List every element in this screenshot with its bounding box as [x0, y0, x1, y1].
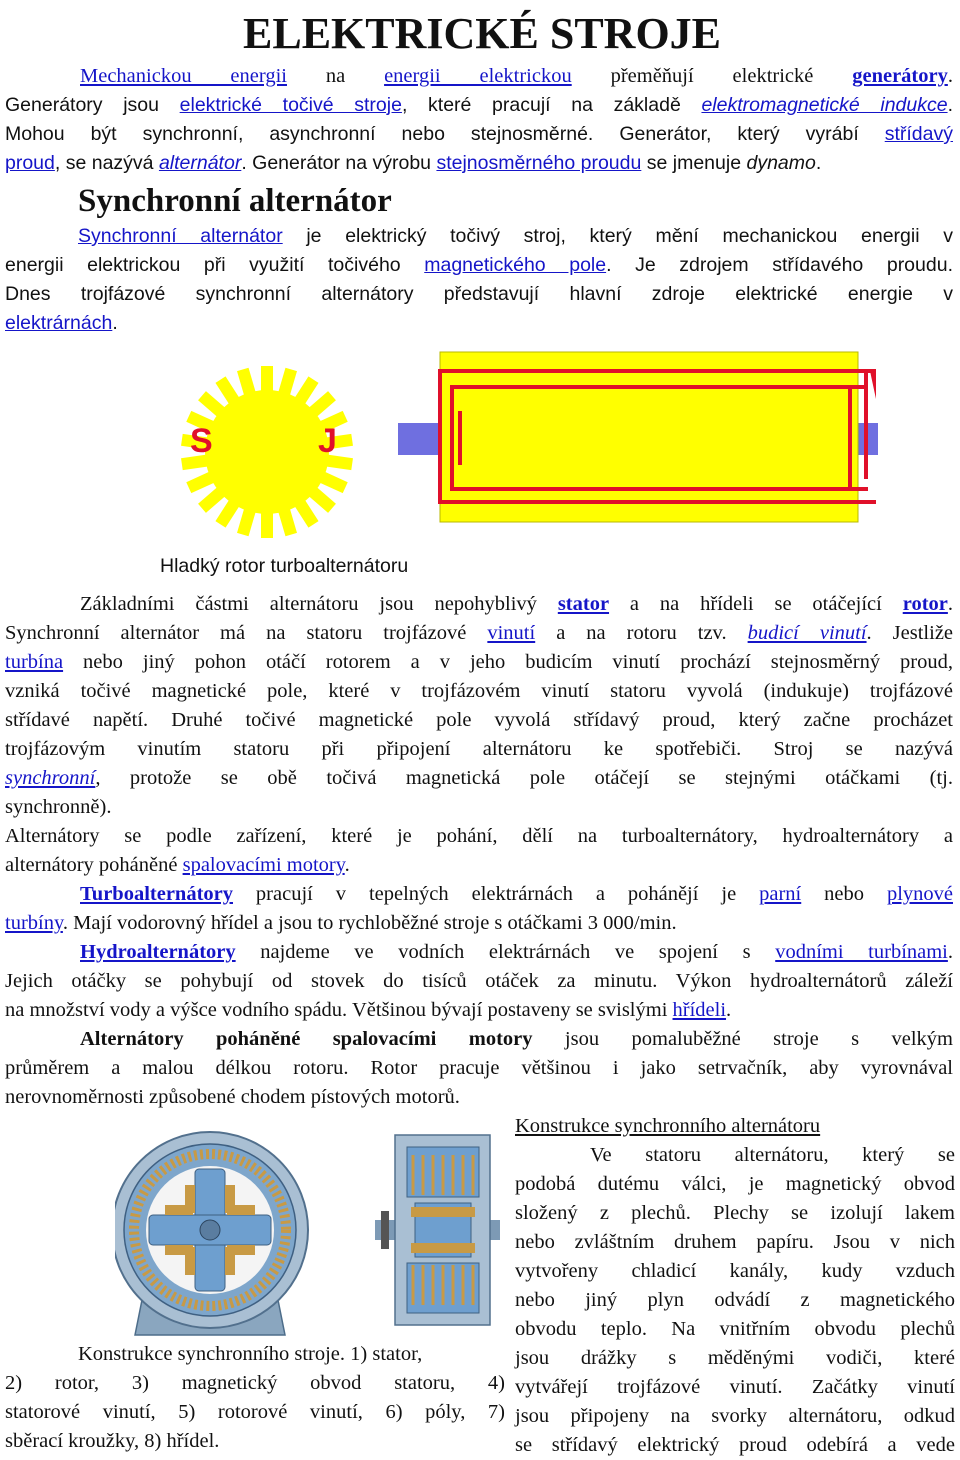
intro-line-4 — [5, 149, 953, 178]
text: . — [947, 593, 953, 615]
text: na — [286, 65, 385, 87]
link-mechanickou-energii[interactable]: Mechanickou energii — [80, 65, 287, 87]
fig2-cap-line-1: Konstrukce synchronního stroje. 1) stator, — [78, 1343, 423, 1365]
text: , které pracují na základě — [401, 94, 702, 116]
intro-line-3 — [5, 120, 953, 149]
p2-line-4: vzniká točivé magnetické pole, které v trojfázovém vinutí statoru vyvolá (indukuje) trojfázové — [5, 680, 953, 702]
link-elektromagneticke-indukce[interactable]: elektromagnetické indukce — [701, 94, 948, 116]
link-generatory[interactable]: generátory — [852, 65, 948, 87]
section2-line: nebo zvláštním druhem papíru. Jsou v nich — [515, 1231, 955, 1253]
text: . — [344, 854, 350, 876]
page-title: ELEKTRICKÉ STROJE — [243, 9, 722, 58]
section2-line: se střídavý elektrický proud odebírá a vede — [515, 1434, 955, 1456]
text: se jmenuje — [641, 152, 747, 174]
text: , se nazývá — [54, 152, 159, 174]
text: alternátory poháněné — [5, 854, 183, 876]
p2-line-3 — [5, 648, 953, 677]
text: a na rotoru tzv. — [535, 622, 748, 644]
p2-line-5: střídavé napětí. Druhé točivé magnetické pole vyvolá střídavý proud, který začne procházet — [5, 709, 953, 731]
link-turbina[interactable]: turbína — [5, 651, 64, 673]
text: Základními částmi alternátoru jsou nepohyblivý — [80, 593, 558, 615]
link-turboalternatory[interactable]: Turboalternátory — [80, 883, 233, 905]
smooth-rotor-figure — [398, 349, 878, 527]
link-elektrarnach[interactable]: elektrárnách — [5, 312, 113, 334]
text: . — [947, 65, 953, 87]
longitudinal-section — [375, 1135, 500, 1325]
text: energii elektrickou při využití točivého — [5, 254, 425, 276]
section2-heading-text: Konstrukce synchronního alternátoru — [515, 1115, 821, 1137]
text: , protože se obě točivá magnetická pole otáčejí se stejnými otáčkami (tj. — [95, 767, 953, 789]
synchronous-machine-figure — [115, 1125, 510, 1347]
p5-line-3 — [5, 996, 953, 1025]
slip-ring — [381, 1211, 389, 1249]
text: . — [947, 94, 953, 116]
section2-line: Ve statoru alternátoru, který se — [590, 1144, 955, 1166]
text: . — [947, 941, 954, 963]
section2-heading — [515, 1112, 820, 1141]
p4-line-2 — [5, 909, 953, 938]
p3-line-2 — [5, 851, 953, 880]
p2-line-8: synchronně). — [5, 796, 112, 818]
text: najdeme ve vodních elektrárnách ve spojení s — [235, 941, 776, 963]
text: . Mají vodorovný hřídel a jsou to rychloběžné stroje s otáčkami 3 000/min. — [62, 912, 677, 934]
link-rotor[interactable]: rotor — [902, 593, 948, 615]
text: . Jestliže — [866, 622, 954, 644]
figure1-caption: Hladký rotor turboalternátoru — [160, 555, 409, 577]
p2-line-7 — [5, 764, 953, 793]
p3-line-1: Alternátory se podle zařízení, které je pohání, dělí na turboalternátory, hydroalternátory a — [5, 825, 953, 847]
text: Generátory jsou — [5, 94, 180, 116]
section-heading-synchronni-alternator: Synchronní alternátor — [78, 183, 392, 219]
link-turbiny[interactable]: turbíny — [5, 912, 63, 934]
text: . — [112, 312, 118, 334]
text: pracují v tepelných elektrárnách a pohánějí je — [233, 883, 760, 905]
text: a na hřídeli se otáčející — [609, 593, 903, 615]
text: . — [726, 999, 732, 1021]
s1-line-3: Dnes trojfázové synchronní alternátory představují hlavní zdroje elektrické energie v — [5, 283, 953, 305]
section2-line: jsou připojeny na svorky alternátoru, odkud — [515, 1405, 955, 1427]
link-alternator[interactable]: alternátor — [158, 152, 242, 174]
text: jsou pomaluběžné stroje s velkým — [532, 1028, 953, 1050]
link-spalovacimi-motory[interactable]: spalovacími motory — [182, 854, 345, 876]
winding-arrow — [870, 371, 876, 399]
text: je elektrický točivý stroj, který mění mechanickou energii v — [282, 225, 953, 247]
link-stator[interactable]: stator — [557, 593, 610, 615]
fig2-cap-line-4: sběrací kroužky, 8) hřídel. — [5, 1430, 220, 1452]
link-magnetickeho-pole[interactable]: magnetického pole — [424, 254, 607, 276]
p6-line-3: nerovnoměrnosti způsobené chodem pístových motorů. — [5, 1086, 460, 1108]
link-stridavy[interactable]: střídavý — [884, 123, 953, 145]
link-hydroalternatory[interactable]: Hydroalternátory — [80, 941, 236, 963]
bold-term: Alternátory poháněné spalovacími motory — [80, 1028, 533, 1050]
p6-line-1 — [5, 1025, 953, 1054]
text: . — [815, 152, 822, 174]
section2-line: podobá dutému válci, je magnetický obvod — [515, 1173, 955, 1195]
link-plynove[interactable]: plynové — [886, 883, 953, 905]
s1-line-2 — [5, 251, 953, 280]
fig2-cap-line-3: statorové vinutí, 5) rotorové vinutí, 6) póly, 7) — [5, 1401, 505, 1423]
section2-line: nebo jiný plyn odvádí z magnetického — [515, 1289, 955, 1311]
link-elektricke-tocive-stroje[interactable]: elektrické točivé stroje — [179, 94, 402, 116]
s1-line-4 — [5, 309, 953, 338]
cross-section — [115, 1132, 308, 1335]
intro-line-1 — [5, 62, 953, 91]
link-proud[interactable]: proud — [5, 152, 55, 174]
p5-line-2: Jejich otáčky se pohybují od stovek do tisíců otáček za minutu. Výkon hydroalternátorů záleží — [5, 970, 953, 992]
dynamo-term: dynamo — [746, 152, 816, 174]
s1-line-1 — [5, 222, 953, 251]
intro-line-2 — [5, 91, 953, 120]
link-energii-elektrickou[interactable]: energii elektrickou — [384, 65, 572, 87]
p6-line-2: průměrem a malou délkou rotoru. Rotor pracuje většinou i jako setrvačník, aby vyrovnával — [5, 1057, 953, 1079]
link-parni[interactable]: parní — [759, 883, 802, 905]
link-hrideli[interactable]: hřídeli — [672, 999, 727, 1021]
link-vodnimi-turbinami[interactable]: vodními turbínami — [775, 941, 948, 963]
fig2-cap-line-2: 2) rotor, 3) magnetický obvod statoru, 4) — [5, 1372, 505, 1394]
p5-line-1 — [5, 938, 953, 967]
gear-body — [205, 390, 329, 514]
text: Mohou být synchronní, asynchronní nebo stejnosměrné. Generátor, který vyrábí — [5, 123, 885, 145]
shaft-center — [200, 1220, 220, 1240]
text: přeměňují elektrické — [571, 65, 853, 87]
pole-s-label: S — [190, 422, 213, 460]
text: na množství vody a výšce vodního spádu. Většinou bývají postaveny se svislými — [5, 999, 673, 1021]
rotor-gear-figure — [160, 360, 375, 545]
section2-line: obvodu teplo. Na vnitřním obvodu plechů — [515, 1318, 955, 1340]
text: nebo — [801, 883, 887, 905]
text: nebo jiný pohon otáčí rotorem a v jeho budicím vinutí prochází stejnosměrný proud, — [63, 651, 953, 673]
text: Synchronní alternátor má na statoru trojfázové — [5, 622, 488, 644]
text: . Je zdrojem střídavého proudu. — [606, 254, 953, 276]
link-synchronni[interactable]: synchronní — [5, 767, 96, 789]
p4-line-1 — [5, 880, 953, 909]
rotor-body — [440, 352, 858, 522]
link-vinuti[interactable]: vinutí — [487, 622, 536, 644]
link-synchronni-alternator[interactable]: Synchronní alternátor — [78, 225, 283, 247]
link-budici-vinuti[interactable]: budicí vinutí — [747, 622, 867, 644]
section2-line: vytvářejí trojfázové vinutí. Začátky vinutí — [515, 1376, 955, 1398]
section2-line: jsou drážky s měděnými vodiči, které — [515, 1347, 955, 1369]
p2-line-1 — [5, 590, 953, 619]
p2-line-2 — [5, 619, 953, 648]
link-stejnosmerneho-proudu[interactable]: stejnosměrného proudu — [436, 152, 642, 174]
text: . Generátor na výrobu — [241, 152, 437, 174]
section2-line: složený z plechů. Plechy se izolují lakem — [515, 1202, 955, 1224]
p2-line-6: trojfázovým vinutím statoru při připojení alternátoru ke spotřebiči. Stroj se nazývá — [5, 738, 953, 760]
pole-j-label: J — [318, 422, 337, 460]
section2-line: vytvořeny chladicí kanály, kudy vzduch — [515, 1260, 955, 1282]
